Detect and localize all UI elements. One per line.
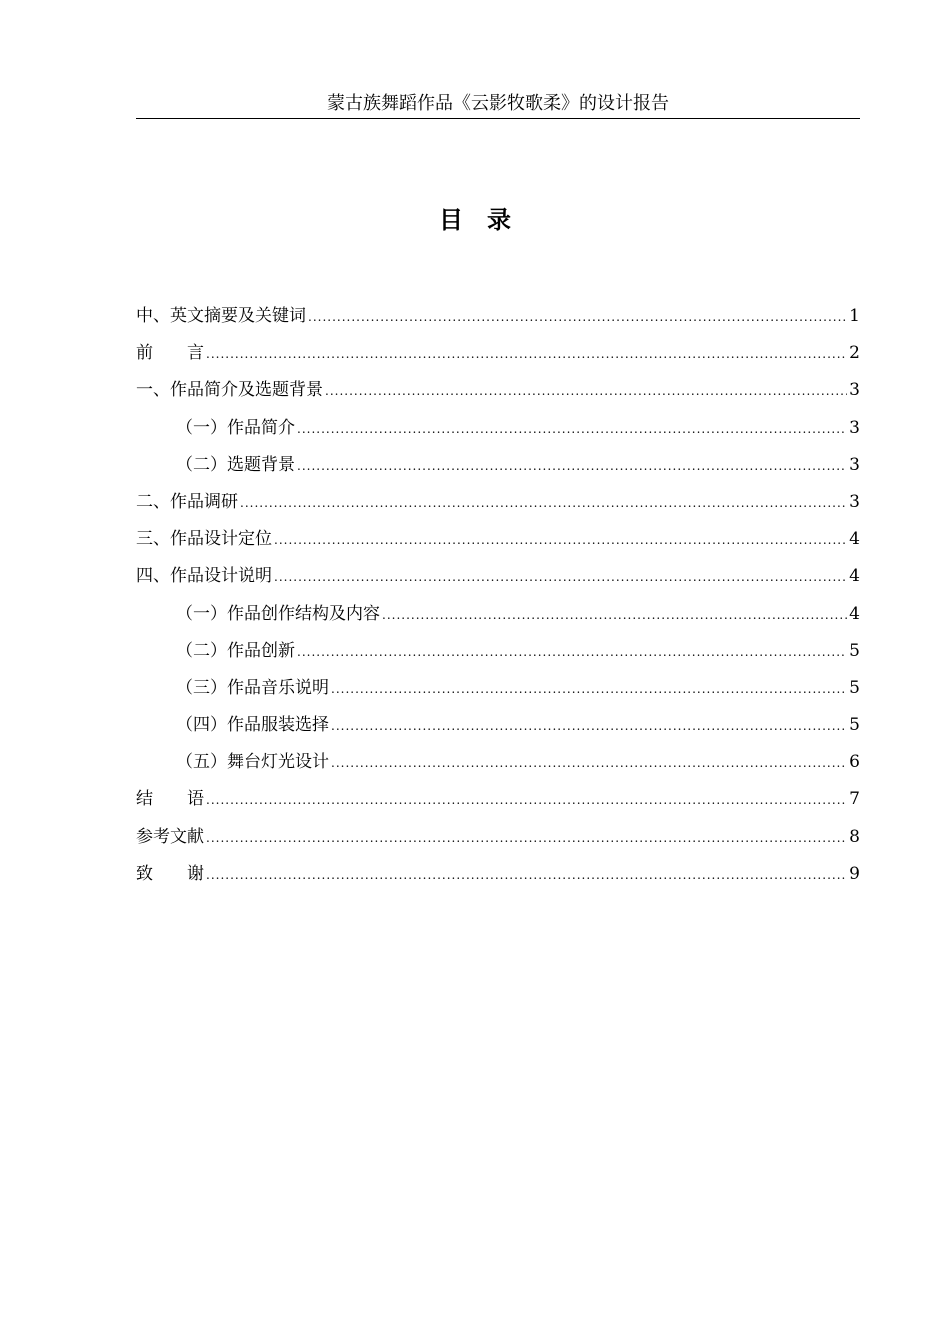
toc-entry-label: 致 谢 (136, 863, 204, 884)
toc-dot-leader (297, 448, 847, 485)
toc-entry-page: 3 (849, 380, 860, 401)
toc-entry[interactable] (136, 335, 860, 372)
toc-entry-page: 5 (849, 677, 860, 698)
toc-entry-label: 前 言 (136, 343, 204, 364)
toc-dot-leader (206, 782, 847, 819)
toc-entry-page: 3 (849, 417, 860, 438)
toc-dot-leader (308, 299, 847, 336)
toc-entry-page: 2 (849, 343, 860, 364)
toc-entry-page: 3 (849, 454, 860, 475)
toc-subentry[interactable] (136, 410, 860, 447)
toc-entry[interactable] (136, 856, 860, 893)
toc-dot-leader (206, 820, 847, 857)
toc-entry[interactable] (136, 298, 860, 335)
toc-entry-page: 4 (849, 566, 860, 587)
toc-entry-page: 5 (849, 640, 860, 661)
toc-entry-label: （一）作品创作结构及内容 (176, 603, 380, 624)
toc-dot-leader (206, 336, 847, 373)
toc-entry-page: 5 (849, 715, 860, 736)
toc-dot-leader (274, 559, 847, 596)
toc-entry[interactable] (136, 484, 860, 521)
toc-entry[interactable] (136, 781, 860, 818)
table-of-contents (136, 298, 860, 893)
toc-entry-label: （二）作品创新 (176, 640, 295, 661)
toc-dot-leader (331, 671, 847, 708)
toc-entry-label: 三、作品设计定位 (136, 529, 272, 550)
toc-entry-page: 7 (849, 789, 860, 810)
toc-dot-leader (325, 373, 847, 410)
header-title: 蒙古族舞蹈作品《云影牧歌柔》的设计报告 (327, 93, 669, 114)
toc-dot-leader (331, 745, 847, 782)
toc-dot-leader (382, 597, 847, 634)
toc-entry-label: 一、作品简介及选题背景 (136, 380, 323, 401)
toc-subentry[interactable] (136, 707, 860, 744)
toc-entry-page: 4 (849, 529, 860, 550)
toc-entry[interactable] (136, 558, 860, 595)
toc-dot-leader (297, 411, 847, 448)
toc-entry[interactable] (136, 521, 860, 558)
toc-entry-page: 3 (849, 491, 860, 512)
toc-entry-page: 1 (849, 306, 860, 326)
toc-entry-page: 4 (849, 603, 860, 624)
toc-subentry[interactable] (136, 670, 860, 707)
toc-subentry[interactable] (136, 447, 860, 484)
toc-entry[interactable] (136, 819, 860, 856)
toc-dot-leader (240, 485, 847, 522)
page-title: 目 录 (439, 205, 511, 234)
toc-entry-label: （一）作品简介 (176, 417, 295, 438)
toc-subentry[interactable] (136, 633, 860, 670)
toc-entry-page: 8 (849, 826, 860, 847)
toc-entry-label: （二）选题背景 (176, 454, 295, 475)
toc-entry-label: （三）作品音乐说明 (176, 677, 329, 698)
toc-entry-label: 中、英文摘要及关键词 (136, 306, 306, 326)
toc-subentry[interactable] (136, 744, 860, 781)
toc-entry-label: 结 语 (136, 789, 204, 810)
toc-entry-page: 6 (849, 752, 860, 773)
toc-entry[interactable] (136, 372, 860, 409)
toc-subentry[interactable] (136, 596, 860, 633)
toc-dot-leader (274, 522, 847, 559)
running-header (136, 90, 860, 119)
toc-entry-label: 四、作品设计说明 (136, 566, 272, 587)
toc-entry-label: 二、作品调研 (136, 491, 238, 512)
toc-entry-label: （五）舞台灯光设计 (176, 752, 329, 773)
toc-dot-leader (331, 708, 847, 745)
toc-dot-leader (206, 857, 847, 894)
toc-entry-label: （四）作品服装选择 (176, 715, 329, 736)
toc-entry-label: 参考文献 (136, 826, 204, 847)
toc-dot-leader (297, 634, 847, 671)
toc-entry-page: 9 (849, 863, 860, 884)
